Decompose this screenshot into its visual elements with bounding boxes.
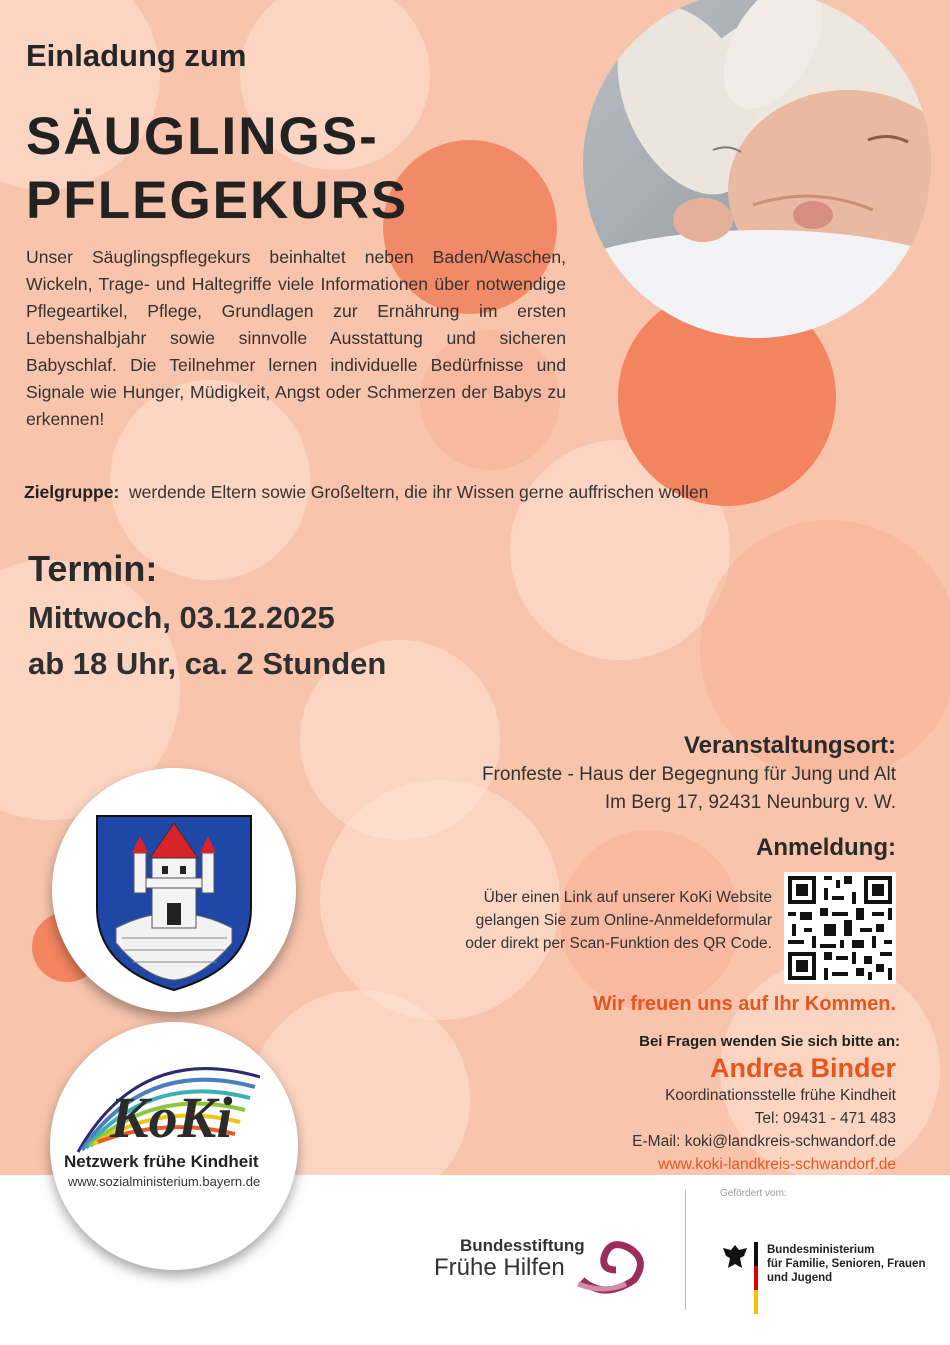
title-line-2: PFLEGEKURS <box>26 171 409 230</box>
termin-time: ab 18 Uhr, ca. 2 Stunden <box>28 646 387 681</box>
german-eagle-icon <box>722 1242 748 1272</box>
koki-logo <box>50 1022 298 1270</box>
koki-subtitle: Netzwerk frühe Kindheit <box>64 1152 259 1171</box>
registration-text <box>400 886 772 955</box>
termin-label: Termin: <box>28 548 158 589</box>
registration-line: Über einen Link auf unserer KoKi Website <box>483 889 772 906</box>
venue-line-2: Im Berg 17, 92431 Neunburg v. W. <box>604 792 896 813</box>
flag-stripe-black <box>754 1242 758 1266</box>
funded-by-label: Gefördert vom: <box>720 1188 787 1199</box>
termin-date: Mittwoch, 03.12.2025 <box>28 600 335 635</box>
contact-email[interactable]: E-Mail: koki@landkreis-schwandorf.de <box>632 1133 896 1150</box>
coat-of-arms-logo <box>52 768 296 1012</box>
koki-url: www.sozialministerium.bayern.de <box>68 1174 261 1189</box>
registration-line: oder direkt per Scan-Funktion des QR Code. <box>465 935 772 952</box>
welcome-text: Wir freuen uns auf Ihr Kommen. <box>592 993 896 1015</box>
ministry-line: für Familie, Senioren, Frauen <box>767 1258 926 1270</box>
ministry-name <box>767 1243 925 1285</box>
stiftung-name-line-2: Frühe Hilfen <box>434 1254 565 1281</box>
registration-label: Anmeldung: <box>756 834 896 861</box>
venue-line-1: Fronfeste - Haus der Begegnung für Jung und Alt <box>481 764 896 785</box>
baby-photo <box>583 0 931 338</box>
target-label: Zielgruppe: <box>24 482 120 502</box>
target-text: werdende Eltern sowie Großeltern, die ihr Wissen gerne auffrischen wollen <box>129 482 709 502</box>
registration-line: gelangen Sie zum Online-Anmeldeformular <box>475 912 772 929</box>
footer-divider <box>685 1190 686 1310</box>
flag-stripe-gold <box>754 1290 758 1314</box>
invite-line: Einladung zum <box>26 38 247 73</box>
intro-paragraph: Unser Säuglingspflegekurs beinhaltet neben Baden/Waschen, Wickeln, Trage- und Haltegriffe viele Informationen über notwendige Pflegeartikel, Pflege, Grundlagen zur Ernährung im ersten Lebenshalbjahr sowie sinnvolle Ausstattung und sicheren Babyschlaf. Die Teilnehmer lernen individuelle Bedürfnisse und Signale wie Hunger, Müdigkeit, Angst oder Schmerzen der Babys zu erkennen! <box>26 247 566 429</box>
contact-role: Koordinationsstelle frühe Kindheit <box>665 1087 896 1104</box>
target-group <box>24 482 708 503</box>
fruehe-hilfen-swirl-icon <box>574 1240 648 1298</box>
ministry-line: Bundesministerium <box>767 1244 875 1256</box>
coat-of-arms-icon <box>52 768 296 1012</box>
page-title <box>26 105 408 233</box>
stiftung-name-line-1: Bundesstiftung <box>460 1236 585 1255</box>
contact-website[interactable]: www.koki-landkreis-schwandorf.de <box>658 1156 896 1173</box>
venue-label: Veranstaltungsort: <box>683 732 896 759</box>
title-line-1: SÄUGLINGS- <box>26 107 379 166</box>
contact-phone: Tel: 09431 - 471 483 <box>754 1110 896 1127</box>
koki-wordmark: KoKi <box>110 1085 233 1150</box>
flag-stripe-red <box>754 1266 758 1290</box>
contact-intro: Bei Fragen wenden Sie sich bitte an: <box>639 1033 900 1050</box>
contact-name: Andrea Binder <box>709 1053 896 1083</box>
ministry-line: und Jugend <box>767 1272 833 1284</box>
qr-code-icon[interactable] <box>784 872 896 984</box>
